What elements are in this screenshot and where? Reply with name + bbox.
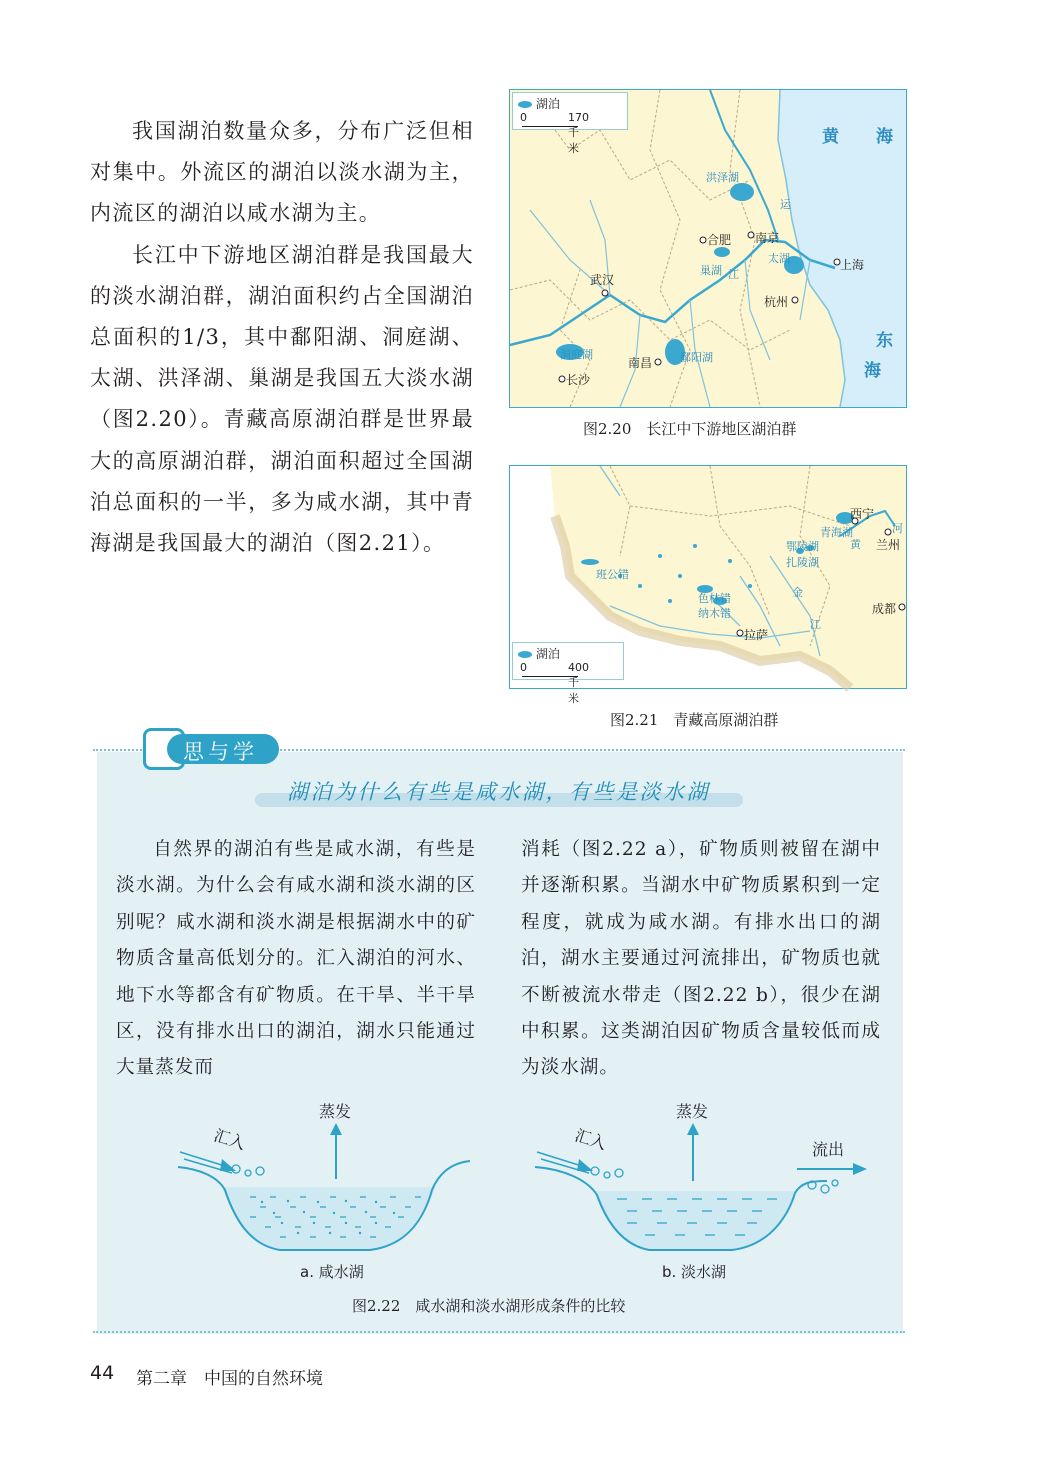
diagram-caption: 图2.22 咸水湖和淡水湖形成条件的比较 xyxy=(352,1297,626,1315)
chapter-title: 第二章 中国的自然环境 xyxy=(136,1369,323,1389)
lake-label-selin: 色林错 xyxy=(698,592,731,605)
city-lhasa-dot xyxy=(737,630,743,636)
lake-bangong xyxy=(581,559,599,565)
inflow-arrowhead xyxy=(220,1159,236,1171)
lake-label-tai: 太湖 xyxy=(768,252,790,265)
city-label-lhasa: 拉萨 xyxy=(744,628,769,642)
sea-label-dong-1: 东 xyxy=(876,331,893,351)
lake-label-bangong: 班公错 xyxy=(596,568,629,581)
city-hefei-dot xyxy=(700,237,706,243)
lake-chao xyxy=(714,247,730,257)
lake-symbol-icon xyxy=(518,101,532,108)
river-label-jiang2: 江 xyxy=(810,618,821,631)
city-nanchang-dot xyxy=(655,359,661,365)
map1-scale-value: 170千米 xyxy=(568,111,589,155)
think-left-column xyxy=(116,832,476,1087)
map2-scale-value: 400千米 xyxy=(568,661,589,705)
map2-scale-zero: 0 xyxy=(520,661,527,674)
river-label-huang: 黄 xyxy=(850,538,861,551)
fresh-evaporation-label: 蒸发 xyxy=(676,1102,709,1121)
city-label-xining: 西宁 xyxy=(850,507,875,521)
map1-caption: 图2.20 长江中下游地区湖泊群 xyxy=(583,420,797,438)
river-label-jin: 金 xyxy=(792,586,803,599)
intro-paragraph-2: 长江中下游地区湖泊群是我国最大的淡水湖泊群，湖泊面积约占全国湖泊总面积的1/3，其中鄱阳湖、洞庭湖、太湖、洪泽湖、巢湖是我国五大淡水湖（图2.20）。青藏高原湖泊群是世界最大的高原湖泊群，湖泊面积超过全国湖泊总面积的一半，多为咸水湖，其中青海湖是我国最大的湖泊（图2.21）。 xyxy=(90,242,474,556)
map2-legend xyxy=(512,642,624,705)
lake-label-namu: 纳木错 xyxy=(698,607,731,620)
fresh-outflow-label: 流出 xyxy=(812,1140,845,1159)
evaporation-arrowhead xyxy=(330,1123,342,1135)
map1-scale-bar xyxy=(520,111,589,155)
lake-label-dongting: 洞庭湖 xyxy=(560,348,593,361)
city-nanjing-dot xyxy=(748,232,754,238)
fresh-lake-label: b. 淡水湖 xyxy=(662,1263,727,1281)
sea-label-huang-2: 海 xyxy=(876,127,893,147)
sea-label-dong-2: 海 xyxy=(864,361,881,381)
map-tibet-lakes xyxy=(509,465,907,705)
map1-legend-label: 湖泊 xyxy=(535,97,560,111)
city-chengdu-dot xyxy=(899,604,905,610)
city-label-lanzhou: 兰州 xyxy=(876,538,901,552)
think-left-text: 自然界的湖泊有些是咸水湖，有些是淡水湖。为什么会有咸水湖和淡水湖的区别呢？咸水湖和淡水湖是根据湖水中的矿物质含量高低划分的。汇入湖泊的河水、地下水等都含有矿物质。在干旱、半干旱区，没有排水出口的湖泊，湖水只能通过大量蒸发而 xyxy=(116,839,476,1079)
city-hangzhou-dot xyxy=(792,297,798,303)
intro-text xyxy=(90,111,474,564)
think-right-column xyxy=(521,832,881,1087)
map1-scale-zero: 0 xyxy=(520,111,527,124)
lake-hongze xyxy=(730,183,754,201)
river-label-jiang: 江 xyxy=(728,268,739,281)
page-number: 44 xyxy=(90,1362,115,1384)
salt-lake-label: a. 咸水湖 xyxy=(300,1263,364,1281)
think-title: 湖泊为什么有些是咸水湖，有些是淡水湖 xyxy=(287,780,710,804)
lake-symbol-icon xyxy=(518,651,532,658)
fresh-inflow-arrowhead xyxy=(577,1159,593,1171)
city-changsha-dot xyxy=(559,376,565,382)
city-label-hangzhou: 杭州 xyxy=(764,295,789,309)
salt-evaporation-label: 蒸发 xyxy=(319,1102,352,1121)
diagram-salt-lake xyxy=(170,1095,480,1285)
lake-label-chao: 巢湖 xyxy=(700,264,722,277)
outflow-arrowhead xyxy=(853,1163,867,1175)
lake-label-qinghai: 青海湖 xyxy=(820,526,853,539)
city-label-chengdu: 成都 xyxy=(872,602,897,616)
city-label-changsha: 长沙 xyxy=(566,373,591,387)
think-badge xyxy=(143,728,283,766)
city-label-nanchang: 南昌 xyxy=(628,356,653,370)
think-bottom-divider xyxy=(93,1331,905,1333)
lake-label-eling: 鄂陵湖 xyxy=(786,540,819,553)
sea-label-huang-1: 黄 xyxy=(822,127,839,147)
lake-label-poyang: 鄱阳湖 xyxy=(680,351,713,364)
map-yangtze-lakes xyxy=(509,89,907,408)
diagram-salt-lake-drawing xyxy=(170,1095,480,1285)
river-label-canal: 运 xyxy=(780,198,791,211)
city-wuhan-dot xyxy=(602,290,608,296)
map1-legend xyxy=(512,92,628,155)
inflow-swirls xyxy=(232,1165,264,1176)
fresh-inflow-swirls xyxy=(591,1167,623,1178)
lake-label-zhaling: 扎陵湖 xyxy=(786,556,819,569)
city-label-hefei: 合肥 xyxy=(707,233,732,247)
lake-label-hongze: 洪泽湖 xyxy=(706,171,739,184)
fresh-evaporation-arrowhead xyxy=(687,1123,699,1135)
river-label-he: 河 xyxy=(892,522,903,535)
city-lanzhou-dot xyxy=(885,529,891,535)
map2-scale-bar xyxy=(520,661,589,705)
grand-canal xyxy=(710,90,778,240)
fresh-basin-water xyxy=(595,1191,797,1250)
badge-text: 思与学 xyxy=(183,740,258,764)
city-label-nanjing: 南京 xyxy=(755,231,780,245)
think-right-text: 消耗（图2.22 a），矿物质则被留在湖中并逐渐积累。当湖水中矿物质累积到一定程度，就成为咸水湖。有排水出口的湖泊，湖水主要通过河流排出，矿物质也就不断被流水带走（图2.22 b），很少在湖中积累。这类湖泊因矿物质含量较低而成为淡水湖。 xyxy=(521,839,881,1079)
salt-inflow-label: 汇入 xyxy=(211,1125,248,1154)
intro-paragraph-1: 我国湖泊数量众多，分布广泛但相对集中。外流区的湖泊以淡水湖为主，内流区的湖泊以咸水湖为主。 xyxy=(90,119,474,226)
city-label-shanghai: 上海 xyxy=(840,258,865,272)
diagram-fresh-lake xyxy=(527,1095,872,1285)
fresh-inflow-label: 汇入 xyxy=(572,1125,609,1154)
city-label-wuhan: 武汉 xyxy=(590,273,615,287)
map2-legend-label: 湖泊 xyxy=(535,647,560,661)
map2-caption: 图2.21 青藏高原湖泊群 xyxy=(610,711,779,729)
